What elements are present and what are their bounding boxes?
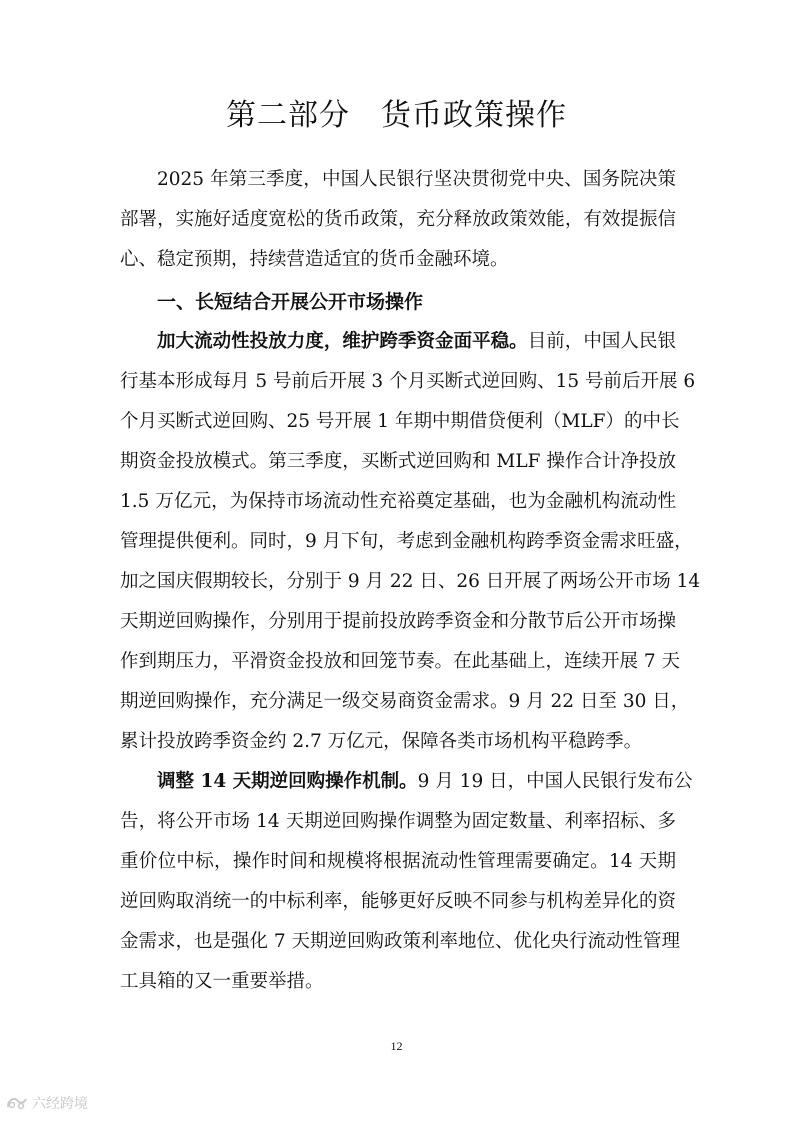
- para2-first-line-rest: 9 月 19 日，中国人民银行发布公: [417, 771, 693, 792]
- section-heading: 一、长短结合开展公开市场操作: [157, 291, 424, 313]
- watermark: [6, 1092, 88, 1114]
- para1-line-4: 期资金投放模式。第三季度，买断式逆回购和 MLF 操作合计净投放: [120, 451, 676, 472]
- para1-line-9: 作到期压力，平滑资金投放和回笼节奏。在此基础上，连续开展 7 天: [120, 651, 681, 672]
- para1-first-line-rest: 目前，中国人民银: [527, 331, 676, 352]
- para1-bold-lead: 加大流动性投放力度，维护跨季资金面平稳。: [157, 331, 528, 352]
- para1-line-10: 期逆回购操作，充分满足一级交易商资金需求。9 月 22 日至 30 日，: [120, 691, 690, 712]
- para1-line-1: [120, 322, 676, 362]
- page-title: 第二部分 货币政策操作: [226, 98, 567, 133]
- para1-line-8: 天期逆回购操作，分别用于提前投放跨季资金和分散节后公开市场操: [120, 611, 676, 632]
- para2-line-3: 重价位中标，操作时间和规模将根据流动性管理需要确定。14 天期: [120, 851, 676, 872]
- para2-line-1: [120, 762, 693, 802]
- watermark-logo-icon: [6, 1095, 28, 1111]
- para1-line-6: 管理提供便利。同时，9 月下旬，考虑到金融机构跨季资金需求旺盛，: [120, 531, 693, 552]
- document-body: [120, 160, 701, 1002]
- para1-line-2: 行基本形成每月 5 号前后开展 3 个月买断式逆回购、15 号前后开展 6: [120, 371, 696, 392]
- intro-line-2: 部署，实施好适度宽松的货币政策，充分释放政策效能，有效提振信: [120, 209, 676, 230]
- para2-bold-lead: 调整 14 天期逆回购操作机制。: [157, 771, 418, 792]
- watermark-text: 六经跨境: [32, 1096, 88, 1112]
- para1-line-7: 加之国庆假期较长，分别于 9 月 22 日、26 日开展了两场公开市场 14: [120, 571, 701, 592]
- page-number: 12: [390, 1039, 403, 1053]
- para1-line-11: 累计投放跨季资金约 2.7 万亿元，保障各类市场机构平稳跨季。: [120, 731, 643, 752]
- para2-line-6: 工具箱的又一重要举措。: [120, 971, 324, 992]
- para2-line-4: 逆回购取消统一的中标利率，能够更好反映不同参与机构差异化的资: [120, 891, 676, 912]
- para1-line-5: 1.5 万亿元，为保持市场流动性充裕奠定基础，也为金融机构流动性: [120, 491, 676, 512]
- para1-line-3: 个月买断式逆回购、25 号开展 1 年期中期借贷便利（MLF）的中长: [120, 411, 680, 432]
- intro-line-1: 2025 年第三季度，中国人民银行坚决贯彻党中央、国务院决策: [157, 169, 676, 190]
- para2-line-2: 告，将公开市场 14 天期逆回购操作调整为固定数量、利率招标、多: [120, 811, 676, 832]
- para2-line-5: 金需求，也是强化 7 天期逆回购政策利率地位、优化央行流动性管理: [120, 931, 681, 952]
- intro-line-3: 心、稳定预期，持续营造适宜的货币金融环境。: [120, 249, 509, 270]
